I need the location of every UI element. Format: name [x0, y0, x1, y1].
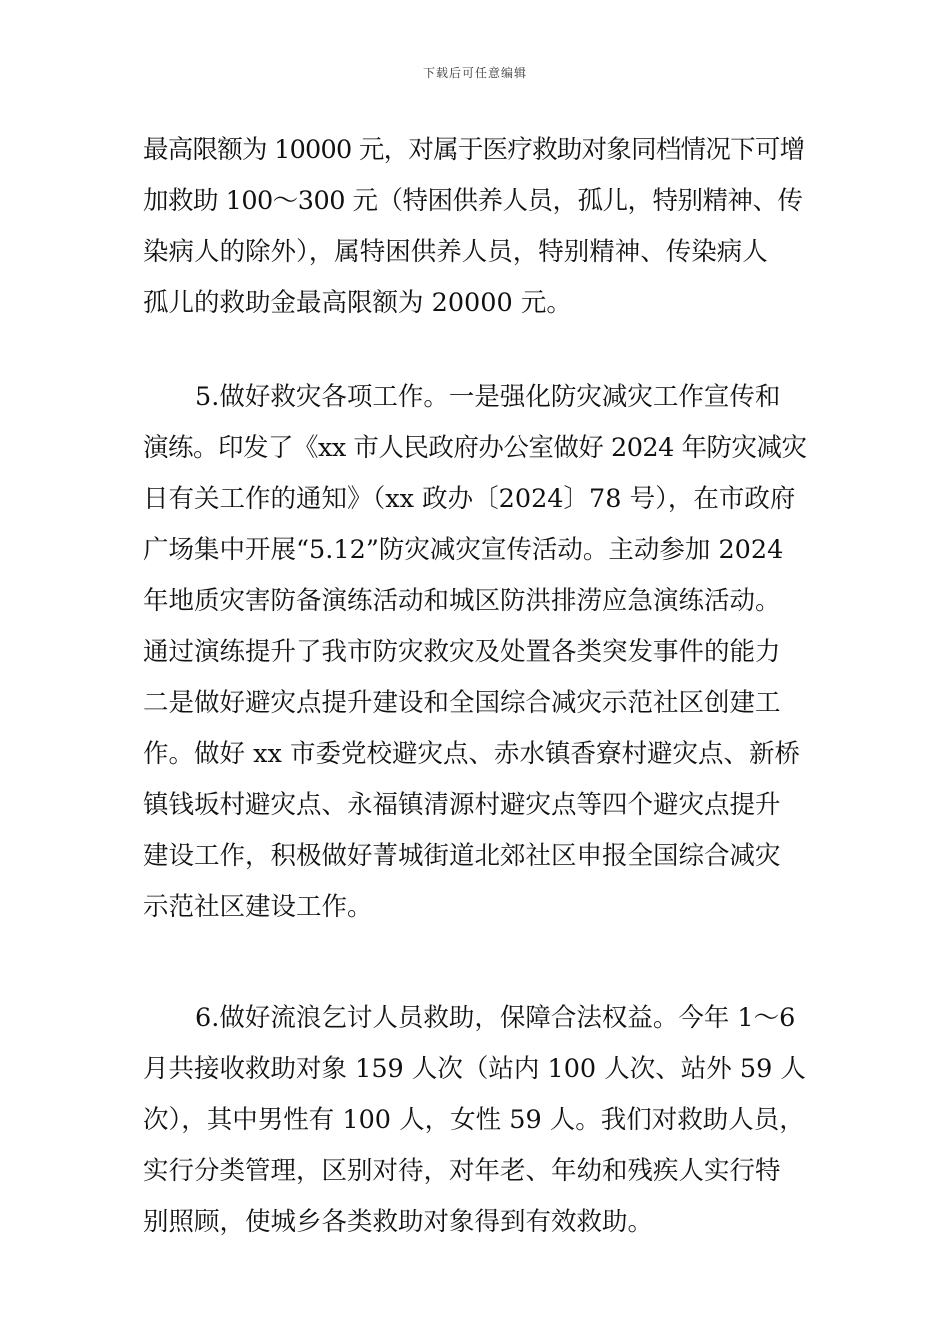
- text-line: 作。做好 xx 市委党校避灾点、赤水镇香寮村避灾点、新桥: [143, 739, 800, 769]
- text-line: 孤儿的救助金最高限额为 20000 元。: [143, 288, 572, 318]
- text-line: 演练。印发了《xx 市人民政府办公室做好 2024 年防灾减灾: [143, 433, 807, 463]
- page-header: 下载后可任意编辑: [422, 66, 527, 80]
- text-line: 染病人的除外），属特困供养人员，特别精神、传染病人: [143, 237, 768, 267]
- text-line: 6.做好流浪乞讨人员救助，保障合法权益。今年 1～6: [195, 1003, 796, 1033]
- text-line: 广场集中开展“5.12”防灾减灾宣传活动。主动参加 2024: [143, 535, 784, 565]
- text-line: 5.做好救灾各项工作。一是强化防灾减灾工作宣传和: [195, 382, 781, 412]
- text-line: 日有关工作的通知》（xx 政办〔2024〕78 号），在市政府: [143, 484, 796, 514]
- text-line: 年地质灾害防备演练活动和城区防洪排涝应急演练活动。: [143, 586, 781, 616]
- text-line: 二是做好避灾点提升建设和全国综合减灾示范社区创建工: [143, 688, 781, 718]
- text-line: 建设工作，积极做好菁城街道北郊社区申报全国综合减灾: [143, 841, 781, 871]
- text-line: 示范社区建设工作。: [143, 892, 373, 922]
- text-line: 通过演练提升了我市防灾救灾及处置各类突发事件的能力: [143, 637, 781, 667]
- text-line: 镇钱坂村避灾点、永福镇清源村避灾点等四个避灾点提升: [143, 790, 781, 820]
- paragraph-vagrant-aid: [143, 993, 807, 1248]
- text-line: 实行分类管理，区别对待，对年老、年幼和残疾人实行特: [143, 1156, 781, 1186]
- text-line: 别照顾，使城乡各类救助对象得到有效救助。: [143, 1207, 654, 1237]
- paragraph-medical-aid: [143, 125, 807, 329]
- text-line: 次），其中男性有 100 人，女性 59 人。我们对救助人员，: [143, 1105, 805, 1135]
- text-line: 最高限额为 10000 元，对属于医疗救助对象同档情况下可增: [143, 135, 805, 165]
- text-line: 月共接收救助对象 159 人次（站内 100 人次、站外 59 人: [143, 1054, 806, 1084]
- text-line: 加救助 100～300 元（特困供养人员，孤儿，特别精神、传: [143, 186, 803, 216]
- paragraph-disaster-relief: [143, 372, 807, 933]
